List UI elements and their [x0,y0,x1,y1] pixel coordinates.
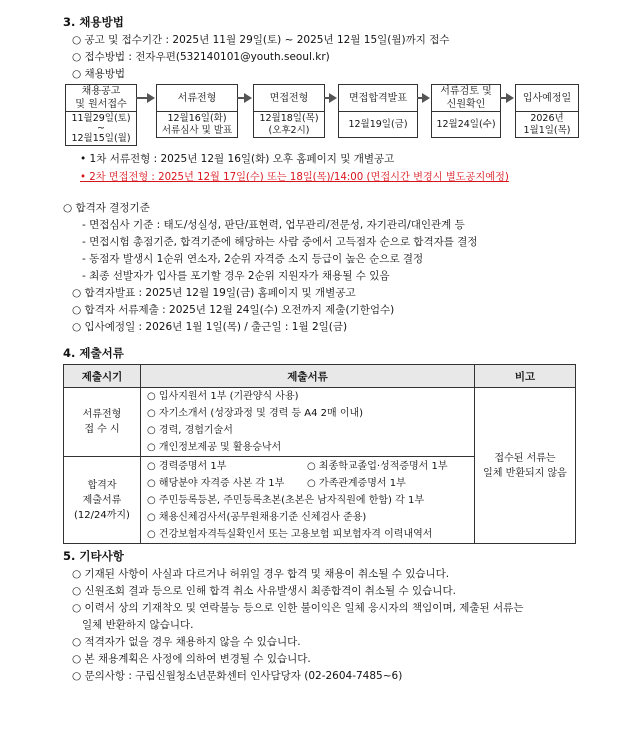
remark-line: 일체 반환되지 않음 [483,467,567,479]
document-item: ○ 경력증명서 1부 ○ 최종학교졸업·성적증명서 1부 [147,460,448,472]
section5-title: 5. 기타사항 [63,549,124,563]
flow-step-date: (오후2시) [268,124,310,136]
col-submit-time: 제출시기 [64,365,141,388]
row-label-line: (12/24까지) [74,509,130,521]
section3-title: 3. 채용방법 [63,15,124,29]
decision-criteria-item: - 면접시험 총점기준, 합격기준에 해당하는 사람 중에서 고득점자 순으로 합격자를 결정 [82,236,478,248]
col-remarks: 비고 [475,365,576,388]
screening-documents [141,388,475,457]
row-label-line: 제출서류 [82,494,122,506]
row-label-line: 서류전형 [82,409,122,420]
recruit-method-label: ○ 채용방법 [72,68,126,80]
decision-criteria-item: - 면접심사 기준 : 태도/성실성, 판단/표현력, 업무관리/전문성, 자기관리/대인관계 등 [82,219,465,231]
misc-item: ○ 이력서 상의 기재착오 및 연락불능 등으로 인한 불이익은 일체 응시자의 책임이며, 제출된 서류는 [72,602,524,614]
result-announcement: ○ 합격자발표 : 2025년 12월 19일(금) 홈페이지 및 개별공고 [72,287,356,299]
misc-item: ○ 기재된 사항이 사실과 다르거나 허위일 경우 합격 및 채용이 취소될 수 있습니다. [72,568,450,580]
misc-item: ○ 본 채용계획은 사정에 의하여 변경될 수 있습니다. [72,653,311,665]
flow-step-date: 12월24일(수) [436,118,496,130]
document-item: ○ 주민등록등본, 주민등록초본(초본은 남자직원에 한함) 각 1부 [147,494,424,506]
flow-step-head: 서류검토 및 [440,86,492,97]
flow-step-head: 면접합격발표 [349,92,407,104]
document-item: ○ 개인정보제공 및 활용승낙서 [147,442,282,453]
flow-step-date: 서류심사 및 발표 [161,124,233,136]
col-documents: 제출서류 [141,365,475,388]
row-label-screening [64,388,141,457]
document-item: ○ 채용신체검사서(공무원채용기준 신체검사 준용) [147,511,367,523]
document-item: ○ 경력, 경험기술서 [147,425,233,436]
successful-documents [141,457,475,544]
flow-step-date: 1월1일(목) [523,124,571,136]
start-date: ○ 입사예정일 : 2026년 1월 1일(목) / 출근일 : 1월 2일(금) [72,321,348,333]
second-round-note: • 2차 면접전형 : 2025년 12월 17일(수) 또는 18일(목)/14:00 (면접시간 변경시 별도공지예정) [80,172,509,183]
remarks-cell [475,388,576,544]
misc-item: 일체 반환하지 않습니다. [72,619,194,631]
decision-criteria-item: - 최종 선발자가 입사를 포기할 경우 2순위 지원자가 채용될 수 있음 [82,270,390,282]
document-item: ○ 자기소개서 (성장과정 및 경력 등 A4 2매 이내) [147,408,364,419]
flow-step-interview-result [338,84,418,138]
flow-step-date: 12월15일(월) [71,132,131,144]
table-header-row [64,365,576,388]
section4-title: 4. 제출서류 [63,346,124,360]
flow-step-head: 면접전형 [269,92,309,104]
flow-step-date: 12월19일(금) [348,118,408,130]
document-submission: ○ 합격자 서류제출 : 2025년 12월 24일(수) 오전까지 제출(기한엄수) [72,304,395,316]
flow-step-date: 12월18일(목) [259,112,319,124]
misc-item: ○ 적격자가 없을 경우 채용하지 않을 수 있습니다. [72,636,301,648]
flow-step-head: 및 원서접수 [75,99,127,110]
flow-step-head: 입사예정일 [522,92,572,104]
flow-step-head: 신원확인 [446,99,486,110]
flow-step-interview [253,84,325,138]
flow-step-date: 11월29일(토) [71,112,131,124]
flow-step-head: 서류전형 [177,92,217,104]
recruit-period: ○ 공고 및 접수기간 : 2025년 11월 29일(토) ~ 2025년 12월 15일(월)까지 접수 [72,34,450,46]
flow-step-identity-check [431,84,501,138]
row-label-successful [64,457,141,544]
document-item: ○ 입사지원서 1부 (기관양식 사용) [147,391,299,402]
flow-step-head: 채용공고 [81,86,121,97]
row-label-line: 접 수 시 [84,424,120,435]
flow-step-date: 2026년 [530,112,564,124]
flow-step-start-date [515,84,579,138]
document-item: ○ 해당분야 자격증 사본 각 1부 ○ 가족관계증명서 1부 [147,477,406,489]
row-label-line: 합격자 [87,479,117,491]
flow-step-date: ~ [97,122,105,134]
first-round-note: • 1차 서류전형 : 2025년 12월 16일(화) 오후 홈페이지 및 개별공고 [80,153,395,165]
flow-step-announcement [65,84,137,146]
documents-table [63,364,576,544]
flow-step-date: 12월16일(화) [167,112,227,124]
flow-step-document-screening [156,84,238,138]
misc-item: ○ 신원조회 결과 등으로 인해 합격 취소 사유발생시 최종합격이 취소될 수 있습니다. [72,585,456,597]
application-method: ○ 접수방법 : 전자우편(532140101@youth.seoul.kr) [72,51,330,63]
contact-info: ○ 문의사항 : 구립신월청소년문화센터 인사담당자 (02-2604-7485~6) [72,670,403,682]
document-item: ○ 건강보험자격득실확인서 또는 고용보험 피보험자격 이력내역서 [147,528,433,540]
table-row [64,388,576,457]
remark-line: 접수된 서류는 [494,452,556,464]
decision-criteria-title: ○ 합격자 결정기준 [63,202,150,214]
decision-criteria-item: - 동점자 발생시 1순위 연소자, 2순위 자격증 소지 등급이 높은 순으로 결정 [82,253,424,265]
